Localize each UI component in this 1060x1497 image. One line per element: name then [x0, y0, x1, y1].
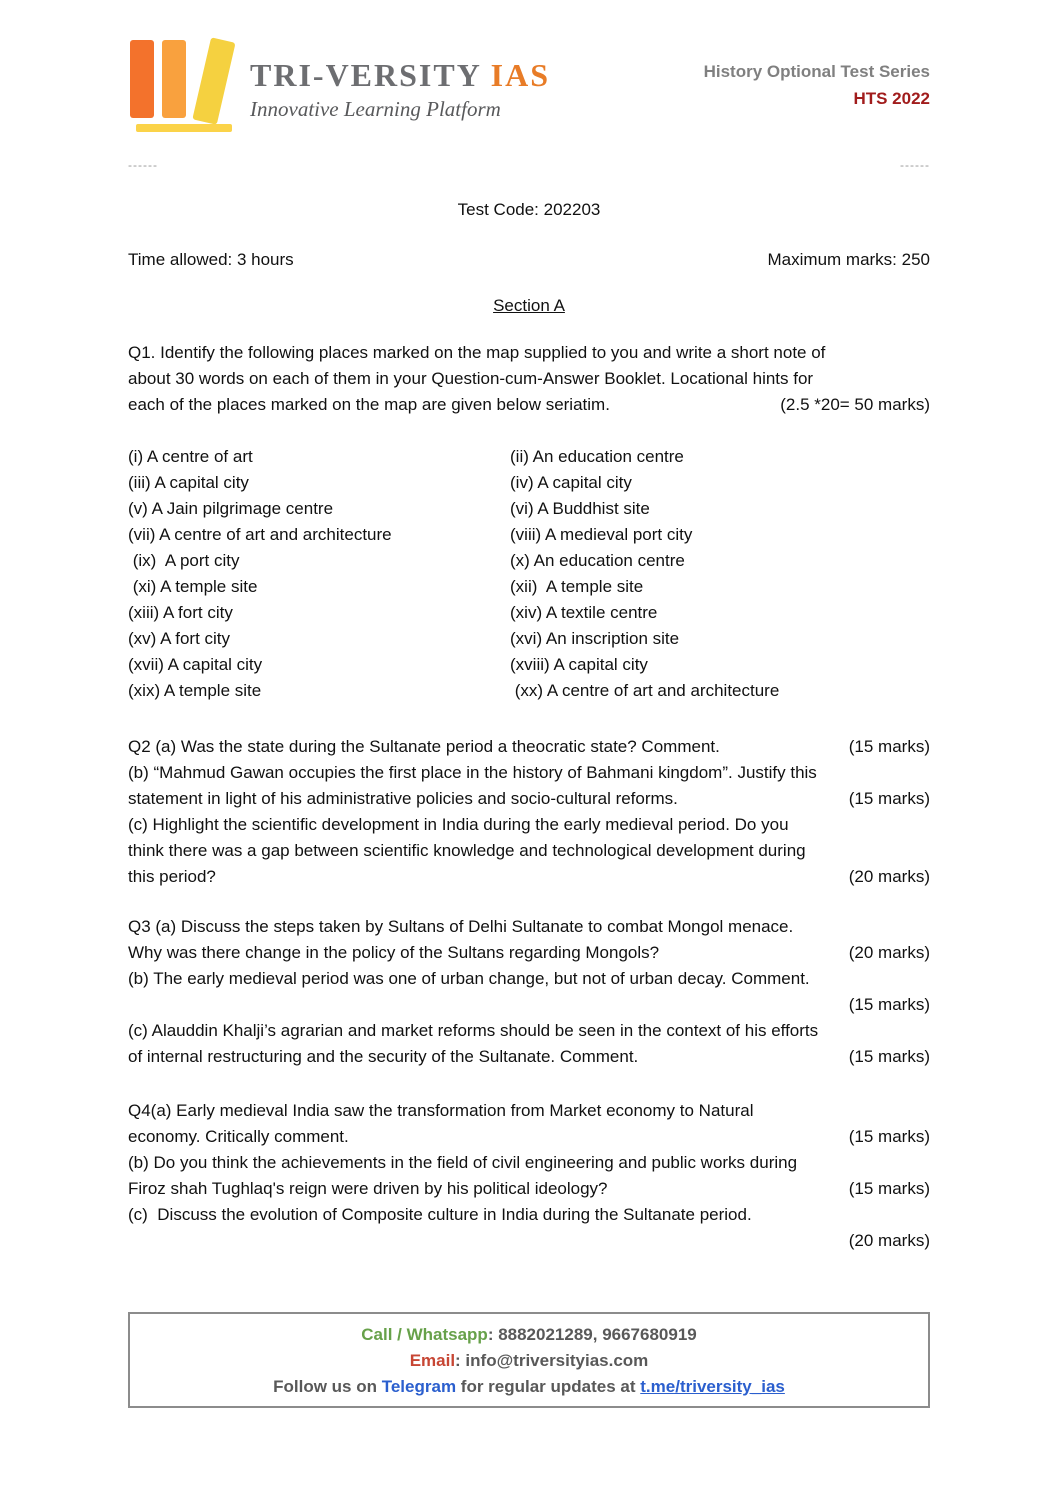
- question-text: (b) Do you think the achievements in the field of civil engineering and public works during: [128, 1153, 798, 1172]
- brand-tagline: Innovative Learning Platform: [250, 96, 501, 121]
- marks-value: (20 marks): [848, 943, 930, 962]
- question-text: (c) Highlight the scientific development in India during the early medieval period. Do you: [128, 815, 789, 834]
- series-title: History Optional Test Series: [703, 62, 930, 81]
- place-item: (viii) A medieval port city: [510, 525, 693, 544]
- marks-value: (20 marks): [848, 1231, 930, 1250]
- question-1: [128, 340, 930, 418]
- time-marks-row: [128, 250, 930, 270]
- place-item: (xvii) A capital city: [128, 655, 263, 674]
- question-text: Firoz shah Tughlaq's reign were driven by his political ideology?: [128, 1179, 608, 1198]
- marks-value: [920, 1150, 930, 1176]
- marks-value: (15 marks): [848, 737, 930, 756]
- question-line: [128, 992, 930, 1018]
- marks-value: (2.5 *20= 50 marks): [780, 395, 930, 414]
- question-4: [128, 1098, 930, 1254]
- question-text: of internal restructuring and the security of the Sultanate. Comment.: [128, 1047, 639, 1066]
- place-item: (xix) A temple site: [128, 681, 262, 700]
- follow-middle: for regular updates at: [456, 1377, 641, 1396]
- question-line: [128, 812, 930, 838]
- book-spine-icon: [130, 40, 154, 118]
- email-value: : info@triversityias.com: [455, 1351, 649, 1370]
- question-text: economy. Critically comment.: [128, 1127, 349, 1146]
- marks-value: (15 marks): [848, 995, 930, 1014]
- place-item: (xviii) A capital city: [510, 655, 648, 674]
- place-item: (ii) An education centre: [510, 447, 684, 466]
- dashes-left: ------: [128, 158, 158, 172]
- test-code: Test Code: 202203: [457, 200, 601, 219]
- question-text: statement in light of his administrative policies and socio-cultural reforms.: [128, 789, 678, 808]
- marks-value: [920, 340, 930, 366]
- question-line: [128, 1018, 930, 1044]
- marks-value: [920, 366, 930, 392]
- marks-value: [920, 914, 930, 940]
- place-item: (xii) A temple site: [510, 577, 644, 596]
- contact-telegram-line: [140, 1374, 918, 1400]
- question-2: [128, 734, 930, 890]
- marks-value: [920, 966, 930, 992]
- places-right-column: [510, 444, 930, 704]
- books-icon: [128, 38, 234, 132]
- question-3: [128, 914, 930, 1070]
- question-line: [128, 340, 930, 366]
- telegram-link[interactable]: t.me/triversity_ias: [640, 1377, 785, 1396]
- question-text: Q2 (a) Was the state during the Sultanate period a theocratic state? Comment.: [128, 737, 720, 756]
- marks-value: [920, 760, 930, 786]
- question-line: [128, 392, 930, 418]
- place-item: (vi) A Buddhist site: [510, 499, 650, 518]
- place-item: (i) A centre of art: [128, 447, 253, 466]
- question-line: [128, 864, 930, 890]
- book-spine-icon: [162, 40, 186, 118]
- brand-name: [250, 57, 550, 94]
- place-item: (x) An education centre: [510, 551, 685, 570]
- question-text: (b) The early medieval period was one of urban change, but not of urban decay. Comment.: [128, 969, 810, 988]
- question-line: [128, 1098, 930, 1124]
- marks-value: (15 marks): [848, 1127, 930, 1146]
- question-line: [128, 1228, 930, 1254]
- place-item: (v) A Jain pilgrimage centre: [128, 499, 334, 518]
- place-item: (iii) A capital city: [128, 473, 249, 492]
- place-item: (vii) A centre of art and architecture: [128, 525, 392, 544]
- question-line: [128, 1124, 930, 1150]
- contact-call-line: [140, 1322, 918, 1348]
- question-text: Q1. Identify the following places marked on the map supplied to you and write a short note of: [128, 343, 826, 362]
- question-line: [128, 760, 930, 786]
- place-item: (xv) A fort city: [128, 629, 231, 648]
- brand-logo: [128, 38, 550, 132]
- place-item: (xvi) An inscription site: [510, 629, 680, 648]
- marks-value: [920, 1018, 930, 1044]
- marks-value: [920, 838, 930, 864]
- question-text: this period?: [128, 867, 216, 886]
- place-item: (xi) A temple site: [128, 577, 258, 596]
- contact-box: [128, 1312, 930, 1408]
- telegram-label: Telegram: [381, 1377, 457, 1396]
- marks-value: [920, 1098, 930, 1124]
- question-text: (c) Alauddin Khalji’s agrarian and market reforms should be seen in the context of his efforts: [128, 1021, 819, 1040]
- section-title: Section A: [493, 296, 565, 315]
- question-text: each of the places marked on the map are given below seriatim.: [128, 395, 610, 414]
- shelf-bar-icon: [136, 124, 232, 132]
- header: [128, 38, 930, 132]
- question-text: think there was a gap between scientific knowledge and technological development during: [128, 841, 806, 860]
- section-title-row: [128, 296, 930, 316]
- brand-name-orange: IAS: [490, 56, 550, 93]
- dashes-row: [128, 158, 930, 172]
- marks-value: [920, 812, 930, 838]
- marks-value: [920, 1202, 930, 1228]
- question-line: [128, 786, 930, 812]
- question-line: [128, 366, 930, 392]
- question-text: Q4(a) Early medieval India saw the transformation from Market economy to Natural: [128, 1101, 754, 1120]
- marks-value: (20 marks): [848, 867, 930, 886]
- question-line: [128, 1176, 930, 1202]
- place-item: (xx) A centre of art and architecture: [510, 681, 780, 700]
- question-line: [128, 838, 930, 864]
- brand-name-gray: TRI-VERSITY: [250, 56, 491, 93]
- question-line: [128, 1202, 930, 1228]
- book-spine-tilted-icon: [192, 37, 235, 124]
- call-whatsapp-value: : 8882021289, 9667680919: [487, 1325, 697, 1344]
- marks-value: (15 marks): [848, 1047, 930, 1066]
- brand-text: [250, 49, 550, 122]
- question-line: [128, 1150, 930, 1176]
- question-line: [128, 966, 930, 992]
- places-list: [128, 444, 930, 704]
- header-right: [704, 38, 930, 111]
- question-text: (b) “Mahmud Gawan occupies the first place in the history of Bahmani kingdom”. Justify this: [128, 763, 817, 782]
- contact-email-line: [140, 1348, 918, 1374]
- series-code: HTS 2022: [853, 89, 930, 108]
- follow-prefix: Follow us on: [273, 1377, 382, 1396]
- places-left-column: [128, 444, 510, 704]
- place-item: (ix) A port city: [128, 551, 240, 570]
- place-item: (iv) A capital city: [510, 473, 632, 492]
- place-item: (xiii) A fort city: [128, 603, 233, 622]
- question-text: about 30 words on each of them in your Question-cum-Answer Booklet. Locational hints for: [128, 369, 814, 388]
- marks-value: (15 marks): [848, 789, 930, 808]
- question-line: [128, 940, 930, 966]
- question-text: Why was there change in the policy of the Sultans regarding Mongols?: [128, 943, 660, 962]
- question-line: [128, 734, 930, 760]
- maximum-marks: Maximum marks: 250: [767, 250, 930, 269]
- marks-value: (15 marks): [848, 1179, 930, 1198]
- question-text: Q3 (a) Discuss the steps taken by Sultans of Delhi Sultanate to combat Mongol menace.: [128, 917, 794, 936]
- time-allowed: Time allowed: 3 hours: [128, 250, 294, 269]
- question-line: [128, 1044, 930, 1070]
- question-text: (c) Discuss the evolution of Composite culture in India during the Sultanate period.: [128, 1205, 752, 1224]
- call-whatsapp-label: Call / Whatsapp: [361, 1325, 488, 1344]
- question-line: [128, 914, 930, 940]
- place-item: (xiv) A textile centre: [510, 603, 658, 622]
- dashes-right: ------: [900, 158, 930, 172]
- email-label: Email: [409, 1351, 456, 1370]
